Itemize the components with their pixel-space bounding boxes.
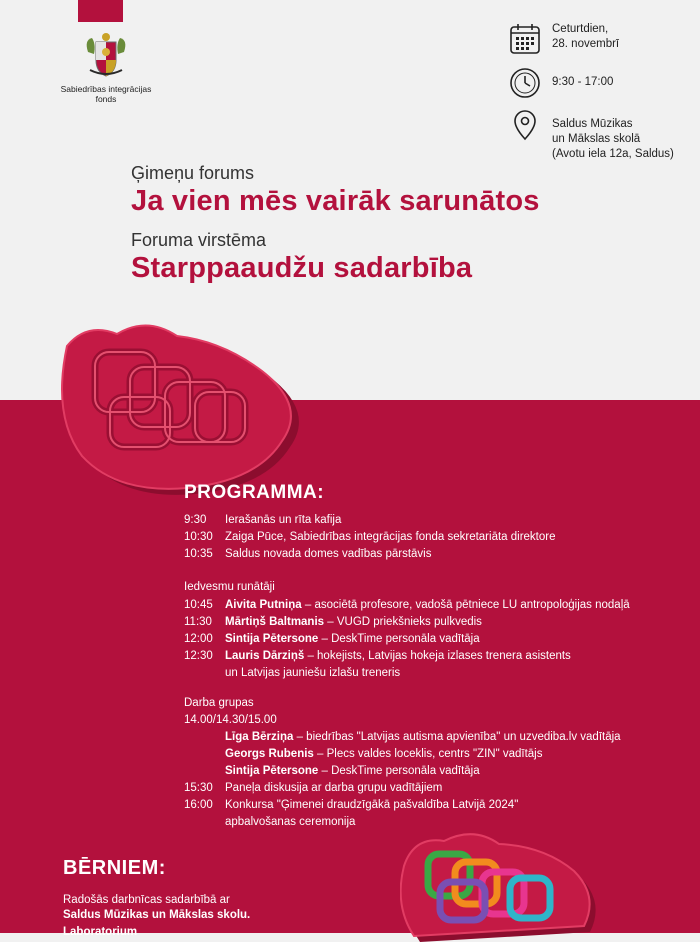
- speakers-list: [184, 597, 630, 682]
- row-text: – VUGD priekšnieks pulkvedis: [324, 616, 482, 628]
- row-text: – DeskTime personāla vadītāja: [318, 633, 480, 645]
- programme-row: [184, 597, 630, 614]
- row-text: – hokejists, Latvijas hokeja izlases trenera asistents: [304, 650, 571, 662]
- group-leader-name: Georgs Rubenis: [225, 748, 314, 760]
- row-text: – Plecs valdes loceklis, centrs "ZIN" vadītājs: [313, 748, 543, 760]
- row-text: Paneļa diskusija ar darba grupu vadītājiem: [225, 782, 443, 794]
- speakers-heading: Iedvesmu runātāji: [184, 581, 275, 593]
- speaker-name: Sintija Pētersone: [225, 633, 319, 645]
- speaker-name: Lauris Dārziņš: [225, 650, 305, 662]
- location-pin-icon: [508, 108, 542, 142]
- programme-row: [184, 529, 556, 546]
- programme-row: [184, 546, 556, 563]
- programme-row: [184, 648, 630, 665]
- programme-row: [184, 780, 518, 797]
- programme-title: PROGRAMMA:: [184, 482, 325, 503]
- programme-row: [225, 746, 621, 763]
- row-text-continued: apbalvošanas ceremonija: [225, 816, 356, 828]
- row-text: Konkursa "Ģimenei draudzīgākā pašvaldība Latvijā 2024": [225, 799, 519, 811]
- row-time: 16:00: [184, 799, 213, 811]
- row-text: – DeskTime personāla vadītāja: [318, 765, 480, 777]
- row-time: 10:30: [184, 531, 213, 543]
- colorful-knot-heart-illustration: [400, 832, 600, 942]
- calendar-icon: [508, 22, 542, 56]
- programme-row: [184, 614, 630, 631]
- row-text: Ierašanās un rīta kafija: [225, 514, 342, 526]
- row-time: 12:00: [184, 633, 213, 645]
- venue-line1: Saldus Mūzikas: [552, 118, 633, 130]
- logo-text-line2: fonds: [95, 94, 117, 104]
- event-date-text: 28. novembrī: [552, 38, 620, 50]
- kids-line2: Saldus Mūzikas un Mākslas skolu.: [63, 909, 251, 921]
- theme-subtitle: Foruma virstēma: [131, 230, 267, 250]
- row-text: – asociētā profesore, vadošā pētniece LU antropoloģijas nodaļā: [301, 599, 630, 611]
- logo-text-line1: Sabiedrības integrācijas: [60, 84, 152, 94]
- programme-row: [184, 631, 630, 648]
- theme-title: Starppaaudžu sadarbība: [131, 252, 473, 284]
- kids-title: BĒRNIEM:: [63, 857, 166, 879]
- programme-row: [225, 729, 621, 746]
- row-text: Zaiga Pūce, Sabiedrības integrācijas fonda sekretariāta direktore: [225, 531, 556, 543]
- row-time: 11:30: [184, 616, 212, 628]
- row-time: 10:45: [184, 599, 213, 611]
- knot-heart-illustration: [55, 322, 315, 502]
- closing-list: [184, 780, 518, 831]
- groups-heading: Darba grupas: [184, 697, 254, 709]
- group-leader-name: Sintija Pētersone: [225, 765, 319, 777]
- row-text: – biedrības "Latvijas autisma apvienība" un uzvediba.lv vadītāja: [293, 731, 621, 743]
- top-accent-tab: [78, 0, 123, 22]
- forum-subtitle: Ģimeņu forums: [131, 163, 255, 183]
- programme-row: [184, 512, 556, 529]
- speaker-name: Aivita Putniņa: [225, 599, 302, 611]
- group-leader-name: Līga Bērziņa: [225, 731, 294, 743]
- coat-of-arms-icon: [82, 30, 130, 80]
- programme-row: [184, 814, 518, 831]
- row-time: 10:35: [184, 548, 213, 560]
- event-day: Ceturtdien,: [552, 23, 609, 35]
- programme-row: [184, 665, 630, 682]
- sif-logo: [56, 30, 156, 104]
- row-time: 12:30: [184, 650, 213, 662]
- speaker-name: Mārtiņš Baltmanis: [225, 616, 325, 628]
- venue-line3: (Avotu iela 12a, Saldus): [552, 148, 674, 160]
- groups-list: [225, 729, 621, 780]
- kids-line3: Laboratorium: [63, 926, 138, 938]
- groups-time: 14.00/14.30/15.00: [184, 714, 277, 726]
- event-time: [508, 66, 613, 100]
- event-date: [508, 22, 619, 56]
- row-time: 15:30: [184, 782, 213, 794]
- opening-list: [184, 512, 556, 563]
- event-venue: [508, 108, 674, 162]
- venue-line2: un Mākslas skolā: [552, 133, 641, 145]
- programme-row: [184, 797, 518, 814]
- clock-icon: [508, 66, 542, 100]
- row-time: 9:30: [184, 514, 207, 526]
- forum-title: Ja vien mēs vairāk sarunātos: [131, 185, 540, 217]
- row-text-continued: un Latvijas jauniešu izlašu treneris: [225, 667, 401, 679]
- event-time-text: 9:30 - 17:00: [552, 76, 614, 88]
- programme-row: [225, 763, 621, 780]
- row-text: Saldus novada domes vadības pārstāvis: [225, 548, 432, 560]
- kids-line1: Radošās darbnīcas sadarbībā ar: [63, 894, 230, 906]
